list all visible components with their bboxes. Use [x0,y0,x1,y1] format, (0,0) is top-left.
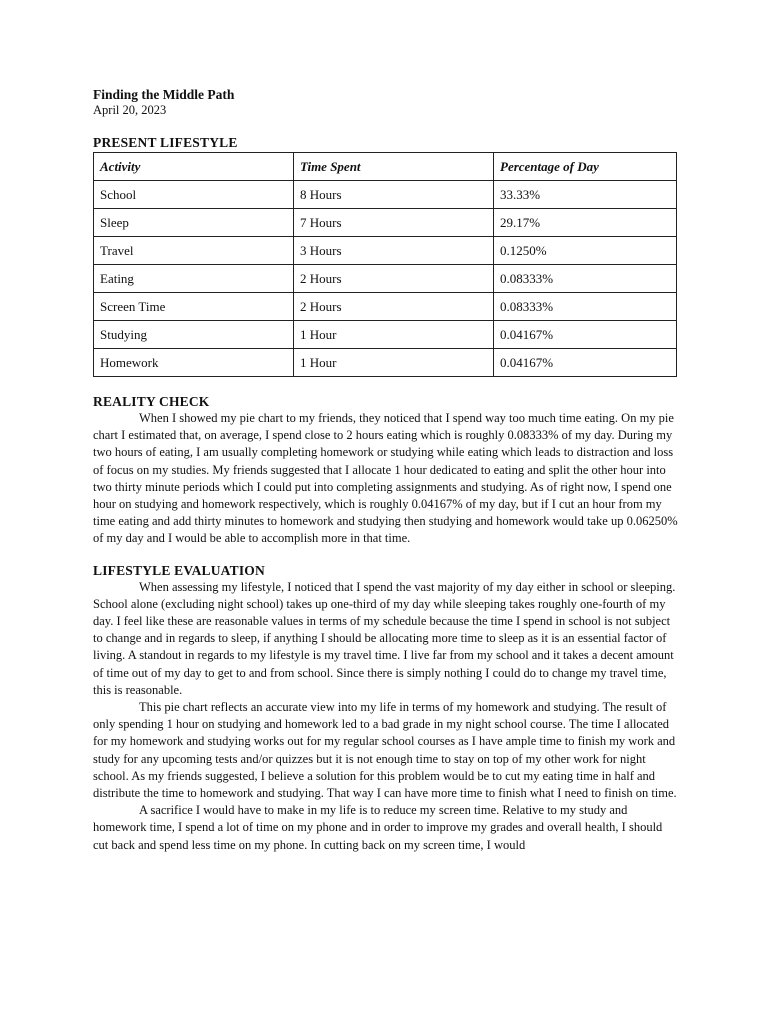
table-row [94,265,677,293]
time-cell: 2 Hours [294,265,494,293]
evaluation-paragraph: This pie chart reflects an accurate view into my life in terms of my homework and studying. The result of only spending 1 hour on studying and homework led to a bad grade in my night school course. The time I allocated for my homework and studying works out for my regular school courses as I have ample time to finish my work and study for any upcoming tests and/or quizzes but it is not enough time to stay on top of my other work for night school. As my friends suggested, I believe a solution for this problem would be to cut my eating time in half and distribute the time to homework and studying. That way I can have more time to finish what I need to finish on time. [93,700,677,801]
percent-cell: 0.08333% [494,293,677,321]
present-lifestyle-heading: PRESENT LIFESTYLE [93,135,238,150]
activity-cell: School [94,181,294,209]
time-cell: 1 Hour [294,349,494,377]
time-cell: 2 Hours [294,293,494,321]
activity-cell: Screen Time [94,293,294,321]
table-row [94,209,677,237]
time-cell: 8 Hours [294,181,494,209]
document-page [93,86,678,854]
activity-cell: Homework [94,349,294,377]
percent-cell: 33.33% [494,181,677,209]
column-header-time-spent: Time Spent [294,153,494,181]
percent-cell: 0.04167% [494,349,677,377]
time-cell: 7 Hours [294,209,494,237]
table-row [94,321,677,349]
table-row [94,293,677,321]
activity-cell: Studying [94,321,294,349]
table-row [94,237,677,265]
activity-cell: Travel [94,237,294,265]
reality-check-heading: REALITY CHECK [93,394,210,409]
column-header-activity: Activity [94,153,294,181]
percent-cell: 0.04167% [494,321,677,349]
column-header-percentage: Percentage of Day [494,153,677,181]
activity-cell: Sleep [94,209,294,237]
evaluation-paragraph: A sacrifice I would have to make in my life is to reduce my screen time. Relative to my study and homework time, I spend a lot of time on my phone and in order to improve my grades and overall health, I should cut back and spend less time on my phone. In cutting back on my screen time, I would [93,803,663,852]
evaluation-paragraph: When assessing my lifestyle, I noticed that I spend the vast majority of my day either in school or sleeping. School alone (excluding night school) takes up one-third of my day while sleeping takes roughly one-fourth of my day. I feel like these are reasonable values in terms of my schedule because the time I spend in school is not subject to change and in regards to sleep, if anything I should be allocating more time to sleep as it is an essential factor of living. A standout in regards to my lifestyle is my travel time. I live far from my school and it takes a decent amount of time out of my day to get to and from school. Since there is simply nothing I could do to change my travel time, this is reasonable. [93,579,676,697]
activity-cell: Eating [94,265,294,293]
table-row [94,181,677,209]
table-header-row [94,153,677,181]
percent-cell: 0.1250% [494,237,677,265]
lifestyle-evaluation-heading: LIFESTYLE EVALUATION [93,562,265,578]
table-row [94,349,677,377]
document-title: Finding the Middle Path [93,87,235,102]
document-date: April 20, 2023 [93,103,167,117]
percent-cell: 0.08333% [494,265,677,293]
reality-check-paragraph: When I showed my pie chart to my friends, they noticed that I spend way too much time eating. On my pie chart I estimated that, on average, I spend close to 2 hours eating which is roughly 0.08333% of my day. During my two hours of eating, I am usually completing homework or studying while eating which leads to distraction and loss of focus on my studies. My friends suggested that I allocate 1 hour dedicated to eating and split the other hour into two thirty minute periods which I could put into completing assignments and studying. As of right now, I spend one hour on studying and homework respectively, which is roughly 0.04167% of my day, but if I cut an hour from my time eating and add thirty minutes to homework and studying then studying and homework would take up 0.06250% of my day and I would be able to accomplish more in that time. [93,411,678,546]
time-cell: 1 Hour [294,321,494,349]
time-cell: 3 Hours [294,237,494,265]
lifestyle-table [93,152,677,377]
percent-cell: 29.17% [494,209,677,237]
